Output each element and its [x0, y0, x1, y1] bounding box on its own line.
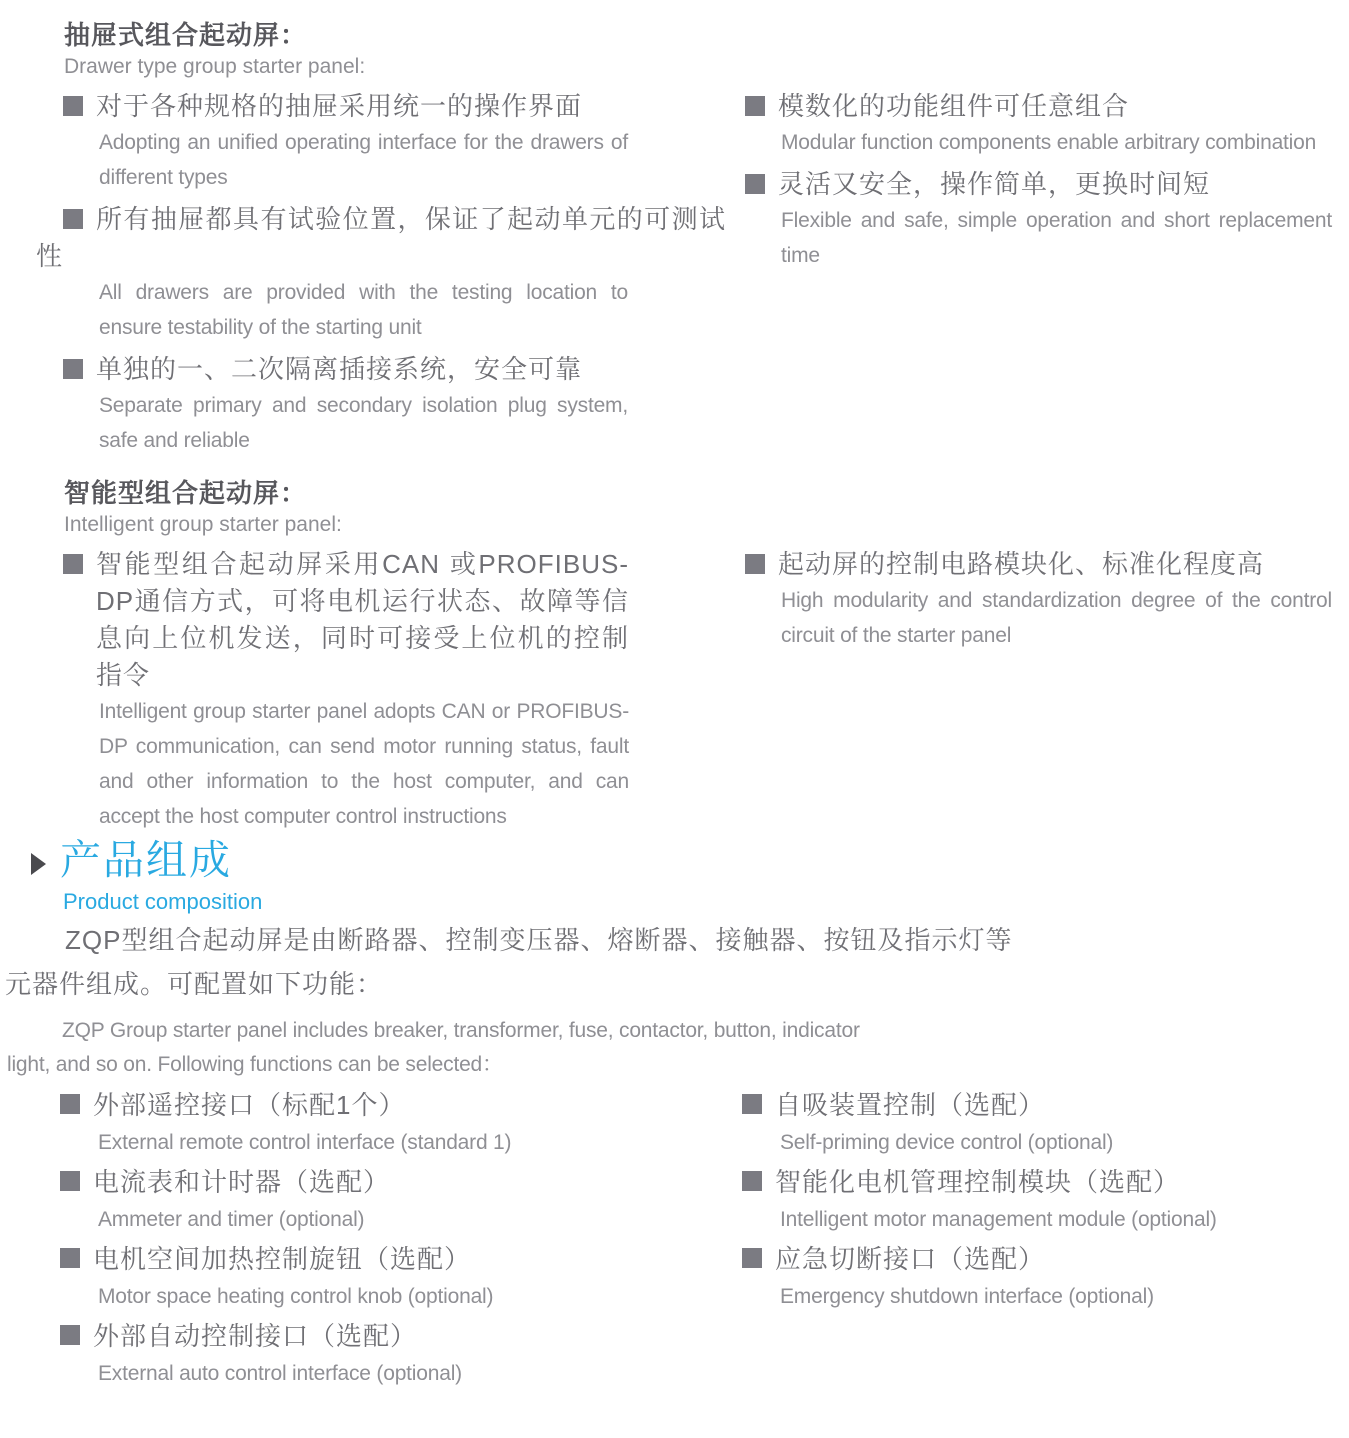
feature-text-cn: 起动屏的控制电路模块化、标准化程度高: [778, 549, 1265, 579]
intelligent-section-heading: [64, 476, 342, 540]
feature-text-cn: 应急切断接口（选配）: [775, 1244, 1046, 1274]
list-item: [60, 1317, 700, 1392]
feature-text-cn: 外部遥控接口（标配1个）: [93, 1090, 406, 1120]
bullet-square-icon: [745, 174, 765, 194]
feature-text-cn: 智能化电机管理控制模块（选配）: [775, 1167, 1181, 1197]
feature-text-en: Intelligent group starter panel adopts CAN or PROFIBUS-DP communication, can send motor running status, fault and other information to the host computer, and can accept the host computer control instructions: [99, 700, 629, 828]
intelligent-right-column: [745, 546, 1332, 659]
feature-text-cn: 灵活又安全，操作简单，更换时间短: [778, 169, 1211, 199]
list-item: [63, 546, 629, 834]
bullet-square-icon: [63, 209, 83, 229]
composition-right-column: [742, 1086, 1349, 1317]
composition-left-column: [60, 1086, 700, 1394]
composition-paragraph-cn-line2: 元器件组成。可配置如下功能：: [5, 969, 384, 999]
composition-paragraph-en-line1: ZQP Group starter panel includes breaker, transformer, fuse, contactor, button, indicator: [62, 1019, 860, 1042]
feature-text-cn: 模数化的功能组件可任意组合: [778, 91, 1130, 121]
bullet-square-icon: [63, 359, 83, 379]
feature-text-cn: 对于各种规格的抽屉采用统一的操作界面: [96, 91, 583, 121]
feature-text-cn: 自吸装置控制（选配）: [775, 1090, 1046, 1120]
feature-text-en: Adopting an unified operating interface for the drawers of different types: [99, 131, 628, 189]
bullet-square-icon: [742, 1171, 762, 1191]
feature-text-en: Intelligent motor management module (optional): [780, 1208, 1217, 1231]
intelligent-heading-cn: 智能型组合起动屏：: [64, 478, 308, 508]
drawer-heading-en: Drawer type group starter panel:: [64, 55, 366, 78]
feature-text-en: External remote control interface (standard 1): [98, 1131, 512, 1154]
list-item: [63, 351, 628, 458]
intelligent-left-column: [63, 546, 629, 840]
drawer-heading-cn: 抽屉式组合起动屏：: [64, 20, 308, 50]
section-arrow-icon: [31, 853, 46, 875]
list-item: [60, 1163, 700, 1238]
drawer-section-heading: [64, 18, 365, 82]
feature-text-en: Flexible and safe, simple operation and short replacement time: [781, 209, 1332, 267]
bullet-square-icon: [742, 1094, 762, 1114]
list-item: [60, 1086, 700, 1161]
bullet-square-icon: [745, 96, 765, 116]
feature-text-en: Self-priming device control (optional): [780, 1131, 1114, 1154]
bullet-square-icon: [63, 554, 83, 574]
list-item: [742, 1240, 1349, 1315]
list-item: [742, 1086, 1349, 1161]
bullet-square-icon: [63, 96, 83, 116]
feature-text-en: Modular function components enable arbitrary combination: [781, 131, 1317, 154]
bullet-square-icon: [745, 554, 765, 574]
feature-text-en: Motor space heating control knob (optional): [98, 1285, 494, 1308]
drawer-right-column: [745, 88, 1332, 279]
bullet-square-icon: [60, 1094, 80, 1114]
feature-text-en: External auto control interface (optional): [98, 1362, 462, 1385]
feature-text-cn: 电机空间加热控制旋钮（选配）: [93, 1244, 472, 1274]
list-item: [745, 546, 1332, 653]
feature-text-en: Ammeter and timer (optional): [98, 1208, 365, 1231]
feature-text-cn: 所有抽屉都具有试验位置，保证了起动单元的可测试性: [36, 204, 726, 271]
composition-title-en: Product composition: [63, 889, 263, 914]
composition-paragraph-en-line2: light, and so on. Following functions can be selected：: [7, 1053, 503, 1076]
list-item: [745, 166, 1332, 273]
list-item: [745, 88, 1332, 160]
composition-title-cn: 产品组成: [60, 837, 232, 883]
intelligent-heading-en: Intelligent group starter panel:: [64, 513, 342, 536]
feature-text-cn: 电流表和计时器（选配）: [93, 1167, 391, 1197]
drawer-left-column: [36, 88, 726, 464]
bullet-square-icon: [60, 1171, 80, 1191]
feature-text-en: Separate primary and secondary isolation plug system, safe and reliable: [99, 394, 628, 452]
bullet-square-icon: [60, 1325, 80, 1345]
list-item: [36, 201, 726, 345]
list-item: [60, 1240, 700, 1315]
feature-text-cn: 智能型组合起动屏采用CAN 或PROFIBUS-DP通信方式，可将电机运行状态、故障等信息向上位机发送，同时可接受上位机的控制指令: [96, 549, 629, 690]
feature-text-cn: 单独的一、二次隔离插接系统，安全可靠: [96, 354, 583, 384]
composition-paragraph-cn-line1: ZQP型组合起动屏是由断路器、控制变压器、熔断器、接触器、按钮及指示灯等: [65, 925, 1013, 955]
list-item: [742, 1163, 1349, 1238]
list-item: [63, 88, 628, 195]
bullet-square-icon: [742, 1248, 762, 1268]
feature-text-en: Emergency shutdown interface (optional): [780, 1285, 1154, 1308]
feature-text-cn: 外部自动控制接口（选配）: [93, 1321, 418, 1351]
feature-text-en: All drawers are provided with the testing location to ensure testability of the starting unit: [99, 281, 628, 339]
bullet-square-icon: [60, 1248, 80, 1268]
feature-text-en: High modularity and standardization degree of the control circuit of the starter panel: [781, 589, 1332, 647]
